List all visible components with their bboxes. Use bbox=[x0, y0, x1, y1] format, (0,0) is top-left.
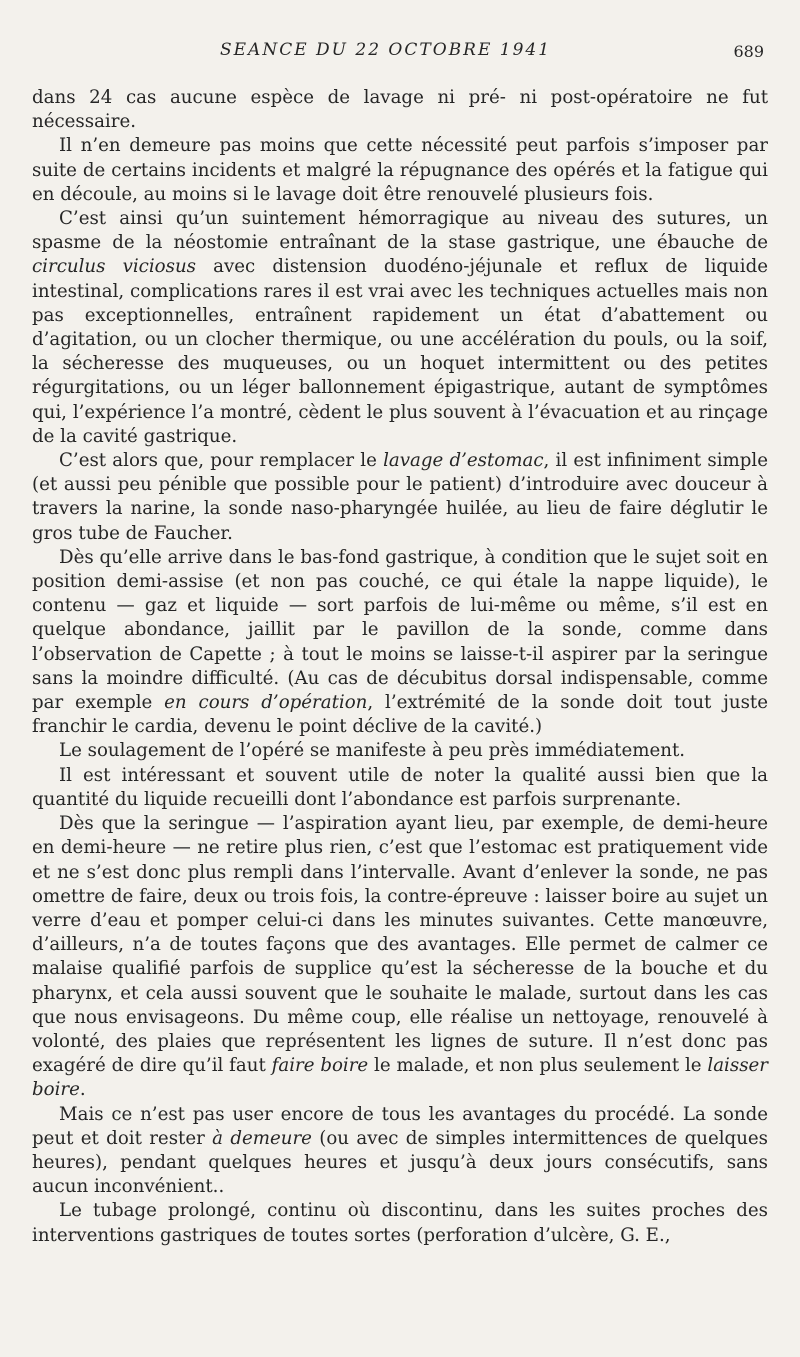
page-number: 689 bbox=[733, 42, 764, 61]
italic-phrase: en cours d’opération bbox=[164, 692, 368, 714]
paragraph-4: C’est alors que, pour remplacer le lavage d’estomac, il est infiniment simple (et aussi peu pénible que possible pour le patient) d’introduire avec douceur à travers la narine, la sonde naso-pharyngée huilée, au lieu de faire déglutir le gros tube de Faucher. bbox=[32, 450, 768, 544]
paragraph-9: Mais ce n’est pas user encore de tous les avantages du procédé. La sonde peut et doit rester à demeure (ou avec de simples intermittences de quelques heures), pendant quelques heures et jusqu’à deux jours consécutifs, sans aucun inconvénient.. bbox=[32, 1103, 769, 1198]
paragraph-10: Le tubage prolongé, continu où discontinu, dans les suites proches des interventions gastriques de toutes sortes (perforation d’ulcère, G. E., bbox=[32, 1200, 768, 1246]
italic-phrase: à demeure bbox=[212, 1127, 312, 1149]
italic-phrase: laisser boire bbox=[32, 1055, 768, 1101]
paragraph-7: Il est intéressant et souvent utile de noter la qualité aussi bien que la quantité du liquide recueilli dont l’abondance est parfois surprenante. bbox=[32, 764, 768, 810]
italic-phrase: circulus viciosus bbox=[32, 256, 197, 278]
paragraph-6: Le soulagement de l’opéré se manifeste à peu près immédiatement. bbox=[59, 740, 686, 762]
paragraph-1: dans 24 cas aucune espèce de lavage ni pré- ni post-opératoire ne fut nécessaire. bbox=[32, 87, 768, 133]
paragraph-2: Il n’en demeure pas moins que cette nécessité peut parfois s’imposer par suite de certains incidents et malgré la répugnance des opérés et la fatigue qui en découle, au moins si le lavage doit être renouvelé plusieurs fois. bbox=[32, 135, 768, 205]
running-head bbox=[0, 40, 800, 66]
italic-phrase: lavage d’estomac bbox=[383, 450, 544, 472]
body-text bbox=[32, 86, 768, 1248]
paragraph-3: C’est ainsi qu’un suintement hémorragique au niveau des sutures, un spasme de la néostomie entraînant de la stase gastrique, une ébauche de circulus viciosus avec distension duodéno-jéjunale et reflux de liquide intestinal, complications rares il est vrai avec les techniques actuelles mais non pas exceptionnelles, entraînent rapidement un état d’abattement ou d’agitation, ou un clocher thermique, ou une accélération du pouls, ou la soif, la sécheresse des muqueuses, ou un hoquet intermittent ou des petites régurgitations, ou un léger ballonnement épigastrique, autant de symptômes qui, l’expérience l’a montré, cèdent le plus souvent à l’évacuation et au rinçage de la cavité gastrique. bbox=[32, 208, 768, 447]
paragraph-8: Dès que la seringue — l’aspiration ayant lieu, par exemple, de demi-heure en demi-heure — ne retire plus rien, c’est que l’estomac est pratiquement vide et ne s’est donc plus rempli dans l’intervalle. Avant d’enlever la sonde, ne pas omettre de faire, deux ou trois fois, la contre-épreuve : laisser boire au sujet un verre d’eau et pomper celui-ci dans les minutes suivantes. Cette manœuvre, d’ailleurs, n’a de toutes façons que des avantages. Elle permet de calmer ce malaise qualifié parfois de supplice qu’est la sécheresse de la bouche et du pharynx, et cela aussi souvent que le souhaite le malade, surtout dans les cas que nous envisageons. Du même coup, elle réalise un nettoyage, renouvelé à volonté, des plaies que représentent les lignes de suture. Il n’est donc pas exagéré de dire qu’il faut faire boire le malade, et non plus seulement le laisser boire. bbox=[32, 813, 768, 1101]
running-title: SEANCE DU 22 OCTOBRE 1941 bbox=[220, 40, 552, 60]
italic-phrase: faire boire bbox=[271, 1055, 369, 1077]
paragraph-5: Dès qu’elle arrive dans le bas-fond gastrique, à condition que le sujet soit en position demi-assise (et non pas couché, ce qui étale la nappe liquide), le contenu — gaz et liquide — sort parfois de lui-même ou même, s’il est en quelque abondance, jaillit par le pavillon de la sonde, comme dans l’observation de Capette ; à tout le moins se laisse-t-il aspirer par la seringue sans la moindre difficulté. (Au cas de décubitus dorsal indispensable, comme par exemple en cours d’opération, l’extrémité de la sonde doit tout juste franchir le cardia, devenu le point déclive de la cavité.) bbox=[32, 546, 768, 738]
